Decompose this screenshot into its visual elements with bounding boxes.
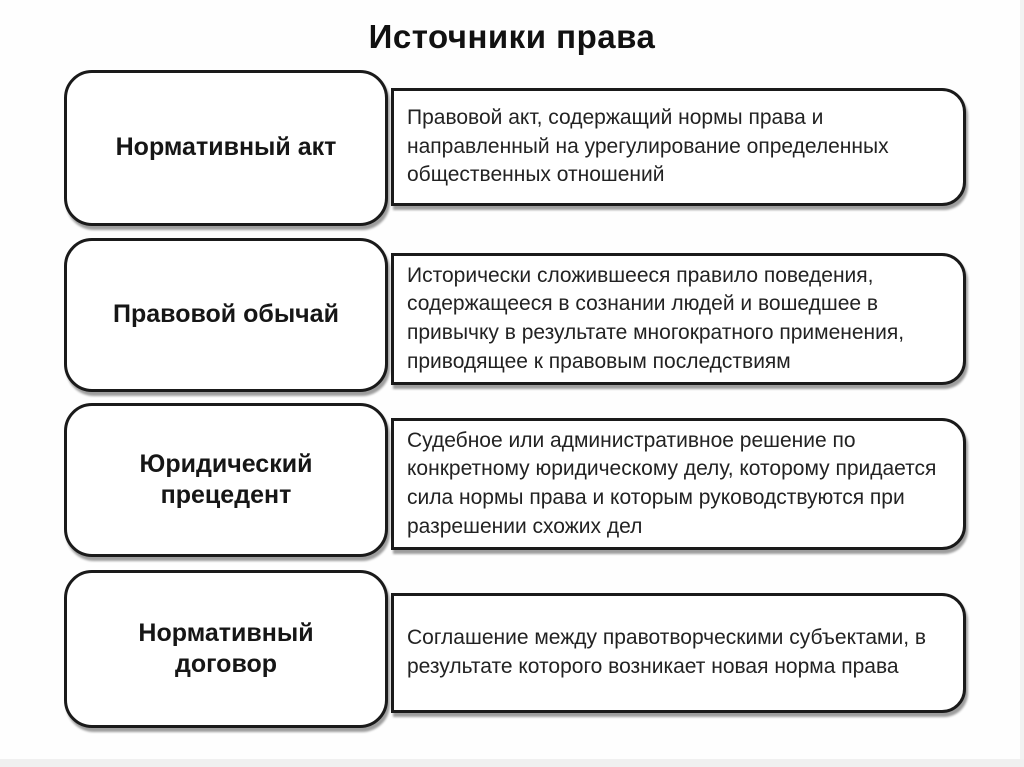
term-box-legal-precedent	[64, 403, 388, 557]
term-label: Юридический прецедент	[139, 449, 313, 509]
term-box-normative-act	[64, 70, 388, 226]
term-box-legal-custom	[64, 238, 388, 392]
definition-text: Судебное или административное решение по конкретному юридическому делу, которому придается сила нормы права и которым руководствуются при разрешении схожих дел	[407, 428, 937, 538]
slide-edge-bottom	[0, 759, 1024, 767]
definition-text: Соглашение между правотворческими субъектами, в результате которого возникает новая норма права	[407, 626, 927, 678]
diagram-title: Источники права	[368, 18, 656, 55]
term-label: Нормативный акт	[115, 133, 337, 162]
definition-box-legal-custom	[391, 253, 966, 385]
term-label: Правовой обычай	[113, 300, 339, 329]
slide-edge-right	[1020, 0, 1024, 767]
definition-box-normative-act	[391, 88, 966, 206]
definition-text: Исторически сложившееся правило поведения, содержащееся в сознании людей и вошедшее в привычку в результате многократного применения, приводящее к правовым последствиям	[407, 263, 905, 373]
definition-box-legal-precedent	[391, 418, 966, 550]
term-box-normative-treaty	[64, 570, 388, 728]
definition-box-normative-treaty	[391, 593, 966, 713]
definition-text: Правовой акт, содержащий нормы права и направленный на урегулирование определенных общественных отношений	[407, 106, 889, 187]
term-label: Нормативный договор	[138, 618, 314, 678]
